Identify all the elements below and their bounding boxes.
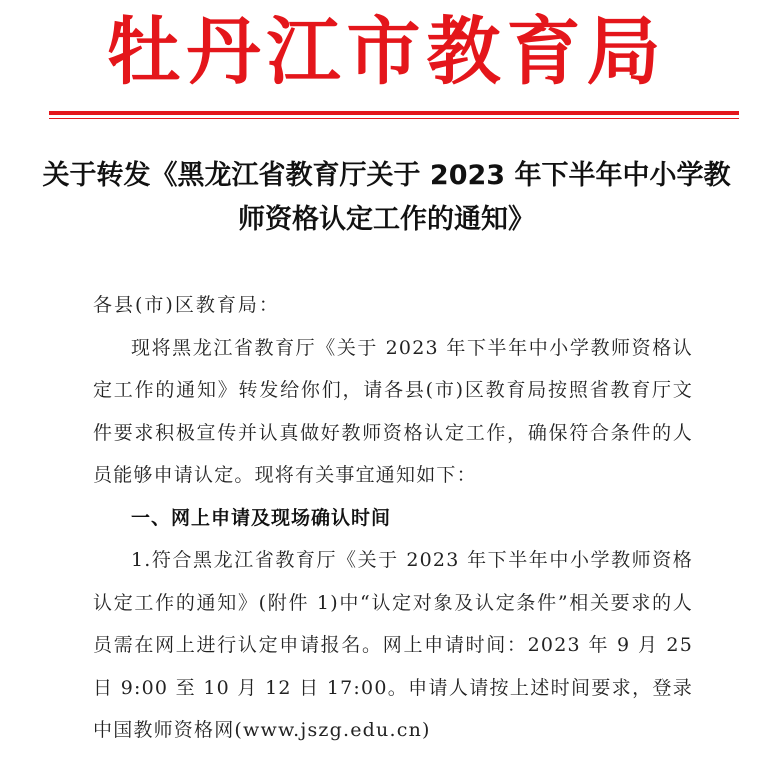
paragraph-intro: 现将黑龙江省教育厅《关于 2023 年下半年中小学教师资格认定工作的通知》转发给你们，请各县(市)区教育局按照省教育厅文件要求积极宣传并认真做好教师资格认定工作，确保符合条件的人员能够申请认定。现将有关事宜通知如下： — [93, 336, 693, 486]
red-divider-thick — [49, 111, 739, 115]
document-title: 关于转发《黑龙江省教育厅关于 2023 年下半年中小学教师资格认定工作的通知》 — [42, 160, 731, 235]
salutation: 各县(市)区教育局： — [93, 294, 280, 316]
red-divider-thin — [49, 118, 739, 119]
document-body — [93, 284, 693, 752]
issuing-org-header: 牡丹江市教育局 — [106, 9, 667, 95]
paragraph-item-1: 1.符合黑龙江省教育厅《关于 2023 年下半年中小学教师资格认定工作的通知》(附件 1)中“认定对象及认定条件”相关要求的人员需在网上进行认定申请报名。网上申请时间：2023 年 9 月 25 日 9:00 至 10 月 12 日 17:00。申请人请按上述时间要求，登录中国教师资格网(www.jszg.edu.cn) — [93, 549, 693, 741]
section-heading: 一、网上申请及现场确认时间 — [131, 506, 392, 529]
